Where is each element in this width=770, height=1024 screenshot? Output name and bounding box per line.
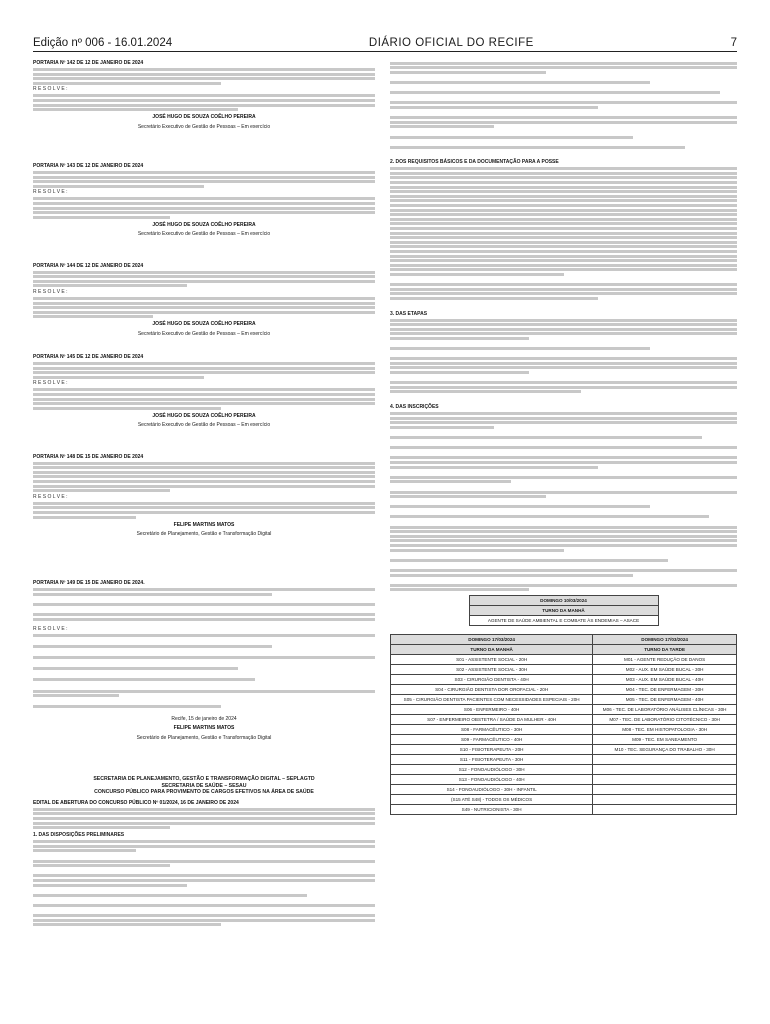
- table-cell: S13 - FONOAUDIÓLOGO - 40H: [391, 775, 593, 785]
- table-cell: TURNO DA TARDE: [593, 645, 737, 655]
- portaria-heading: PORTARIA Nº 143 DE 12 DE JANEIRO DE 2024: [33, 162, 144, 169]
- signer-name: JOSÉ HUGO DE SOUZA COÊLHO PEREIRA: [152, 114, 256, 121]
- table-cell: S01 - ASSISTENTE SOCIAL - 20H: [391, 655, 593, 665]
- resolve-label: R E S O L V E :: [33, 288, 68, 295]
- exam-schedule-table-2: [390, 634, 737, 815]
- table-cell: [593, 805, 737, 815]
- signer-name: FELIPE MARTINS MATOS: [173, 521, 235, 528]
- table-cell: M10 - TEC. SEGURANÇA DO TRABALHO - 30H: [593, 745, 737, 755]
- signer-role: Secretário Executivo de Gestão de Pessoas – Em exercício: [137, 231, 271, 238]
- table-cell: M09 - TEC. EM SANEAMENTO: [593, 735, 737, 745]
- table-row: [391, 725, 737, 735]
- signer-name: JOSÉ HUGO DE SOUZA COÊLHO PEREIRA: [152, 321, 256, 328]
- table-row: [391, 765, 737, 775]
- table-cell: S49 - NUTRICIONISTA - 30H: [391, 805, 593, 815]
- table-cell: S06 - ENFERMEIRO - 40H: [391, 705, 593, 715]
- resolve-label: R E S O L V E :: [33, 625, 68, 632]
- table-cell: M05 - TEC. DE ENFERMAGEM - 40H: [593, 695, 737, 705]
- table-row: [391, 745, 737, 755]
- table-cell: TURNO DA MANHÃ: [391, 645, 593, 655]
- table-date-header: DOMINGO 10/03/2024: [469, 596, 658, 606]
- table-cell: S03 - CIRURGIÃO DENTISTA - 40H: [391, 675, 593, 685]
- portaria-heading: PORTARIA Nº 144 DE 12 DE JANEIRO DE 2024: [33, 262, 144, 269]
- table-row: [391, 665, 737, 675]
- portaria-142: [33, 60, 375, 130]
- table-cell: S10 - FISIOTERAPEUTA - 20H: [391, 745, 593, 755]
- edital-heading: EDITAL DE ABERTURA DO CONCURSO PÚBLICO Nº 01/2024, 16 DE JANEIRO DE 2024: [33, 799, 239, 806]
- section-heading: 4. DAS INSCRIÇÕES: [390, 404, 439, 410]
- signing-date: Recife, 15 de janeiro de 2024: [171, 715, 237, 722]
- table-cell: S09 - FARMACÊUTICO - 40H: [391, 735, 593, 745]
- table-shift-header: TURNO DA MANHÃ: [469, 606, 658, 616]
- portaria-148: [33, 454, 375, 538]
- portaria-heading: PORTARIA Nº 145 DE 12 DE JANEIRO DE 2024: [33, 354, 144, 361]
- table-cell: S05 - CIRURGIÃO DENTISTA PACIENTES COM NECESSIDADES ESPECIAIS - 20H: [391, 695, 593, 705]
- table-row: [391, 675, 737, 685]
- table-row: [391, 795, 737, 805]
- table-cell: [593, 755, 737, 765]
- table-cell: M07 - TEC. DE LABORATÓRIO CITOTÉCNICO - 30H: [593, 715, 737, 725]
- edition-label: Edição nº 006 - 16.01.2024: [33, 37, 173, 49]
- left-column: [33, 60, 375, 933]
- portaria-149: [33, 580, 375, 741]
- table-row: [391, 785, 737, 795]
- resolve-label: R E S O L V E :: [33, 189, 68, 196]
- portaria-heading: PORTARIA Nº 142 DE 12 DE JANEIRO DE 2024: [33, 60, 144, 66]
- table-cell: [593, 765, 737, 775]
- portaria-heading: PORTARIA Nº 149 DE 15 DE JANEIRO DE 2024.: [33, 580, 145, 587]
- table-cell: S12 - FONOAUDIÓLOGO - 30H: [391, 765, 593, 775]
- signer-name: FELIPE MARTINS MATOS: [173, 725, 235, 732]
- table-cell: [593, 795, 737, 805]
- portaria-heading: PORTARIA Nº 148 DE 15 DE JANEIRO DE 2024: [33, 453, 144, 460]
- section-heading: 2. DOS REQUISITOS BÁSICOS E DA DOCUMENTAÇÃO PARA A POSSE: [390, 159, 559, 166]
- signer-role: Secretário Executivo de Gestão de Pessoas – Em exercício: [137, 330, 271, 337]
- signer-role: Secretário de Planejamento, Gestão e Transformação Digital: [136, 531, 272, 537]
- table-cell: [593, 775, 737, 785]
- table-row: [391, 735, 737, 745]
- org-line-2: SECRETARIA DE SAÚDE – SESAU: [161, 782, 247, 789]
- table-cell: [593, 785, 737, 795]
- table-row: [391, 645, 737, 655]
- table-cell: S04 - CIRURGIÃO DENTISTA DOR OROFACIAL - 20H: [391, 685, 593, 695]
- table-cell: DOMINGO 17/03/2024: [593, 635, 737, 645]
- table-cell: S11 - FISIOTERAPEUTA - 30H: [391, 755, 593, 765]
- table-row: [391, 655, 737, 665]
- table-row: [391, 705, 737, 715]
- table-cell: M04 - TEC. DE ENFERMAGEM - 30H: [593, 685, 737, 695]
- signer-role: Secretário Executivo de Gestão de Pessoas – Em exercício: [137, 123, 271, 130]
- table-row: [391, 755, 737, 765]
- table-cell: M08 - TEC. EM HISTOPATOLOGIA - 30H: [593, 725, 737, 735]
- table-cell: (S15 ATÉ S48) - TODOS OS MÉDICOS: [391, 795, 593, 805]
- resolve-label: R E S O L V E :: [33, 380, 68, 387]
- edital-block: [33, 776, 375, 926]
- org-line-3: CONCURSO PÚBLICO PARA PROVIMENTO DE CARGOS EFETIVOS NA ÁREA DE SAÚDE: [94, 789, 314, 796]
- signer-name: JOSÉ HUGO DE SOUZA COÊLHO PEREIRA: [152, 221, 256, 228]
- portaria-144: [33, 263, 375, 338]
- table-row: [391, 775, 737, 785]
- table-cell: M06 - TEC. DE LABORATÓRIO ANÁLISES CLÍNICAS - 30H: [593, 705, 737, 715]
- signer-role: Secretário de Planejamento, Gestão e Transformação Digital: [136, 734, 272, 741]
- table-row: [391, 685, 737, 695]
- signer-role: Secretário Executivo de Gestão de Pessoas – Em exercício: [137, 422, 271, 429]
- exam-schedule-table-1: [469, 595, 659, 626]
- resolve-label: R E S O L V E :: [33, 493, 68, 500]
- table-cell: S08 - FARMACÊUTICO - 30H: [391, 725, 593, 735]
- section-heading: 1. DAS DISPOSIÇÕES PRELIMINARES: [33, 832, 125, 839]
- section-heading: 3. DAS ETAPAS: [390, 310, 428, 317]
- portaria-145: [33, 354, 375, 429]
- table-cell: S07 - ENFERMEIRO OBSTETRA / SAÚDE DA MULHER - 40H: [391, 715, 593, 725]
- right-column: [390, 60, 737, 815]
- table-row: [391, 635, 737, 645]
- table-cell: M01 - AGENTE REDUÇÃO DE DANOS: [593, 655, 737, 665]
- table-cell: M03 - AUX. EM SAÚDE BUCAL - 40H: [593, 675, 737, 685]
- table-cell: S02 - ASSISTENTE SOCIAL - 30H: [391, 665, 593, 675]
- org-line-1: SECRETARIA DE PLANEJAMENTO, GESTÃO E TRANSFORMAÇÃO DIGITAL – SEPLAGTD: [93, 776, 315, 783]
- table-cell: AGENTE DE SAÚDE AMBIENTAL E COMBATE ÀS ENDEMIAS – ASACE: [469, 616, 658, 626]
- table-row: [391, 695, 737, 705]
- page-header: [33, 34, 737, 52]
- signer-name: JOSÉ HUGO DE SOUZA COÊLHO PEREIRA: [152, 412, 256, 419]
- table-row: [391, 805, 737, 815]
- table-cell: DOMINGO 17/03/2024: [391, 635, 593, 645]
- portaria-143: [33, 163, 375, 238]
- resolve-label: R E S O L V E :: [33, 86, 68, 93]
- table-cell: S14 - FONOAUDIÓLOGO - 30H - INFANTIL: [391, 785, 593, 795]
- table-cell: M02 - AUX. EM SAÚDE BUCAL - 30H: [593, 665, 737, 675]
- table-row: [391, 715, 737, 725]
- journal-title: DIÁRIO OFICIAL DO RECIFE: [368, 37, 534, 49]
- page-number: 7: [730, 37, 737, 49]
